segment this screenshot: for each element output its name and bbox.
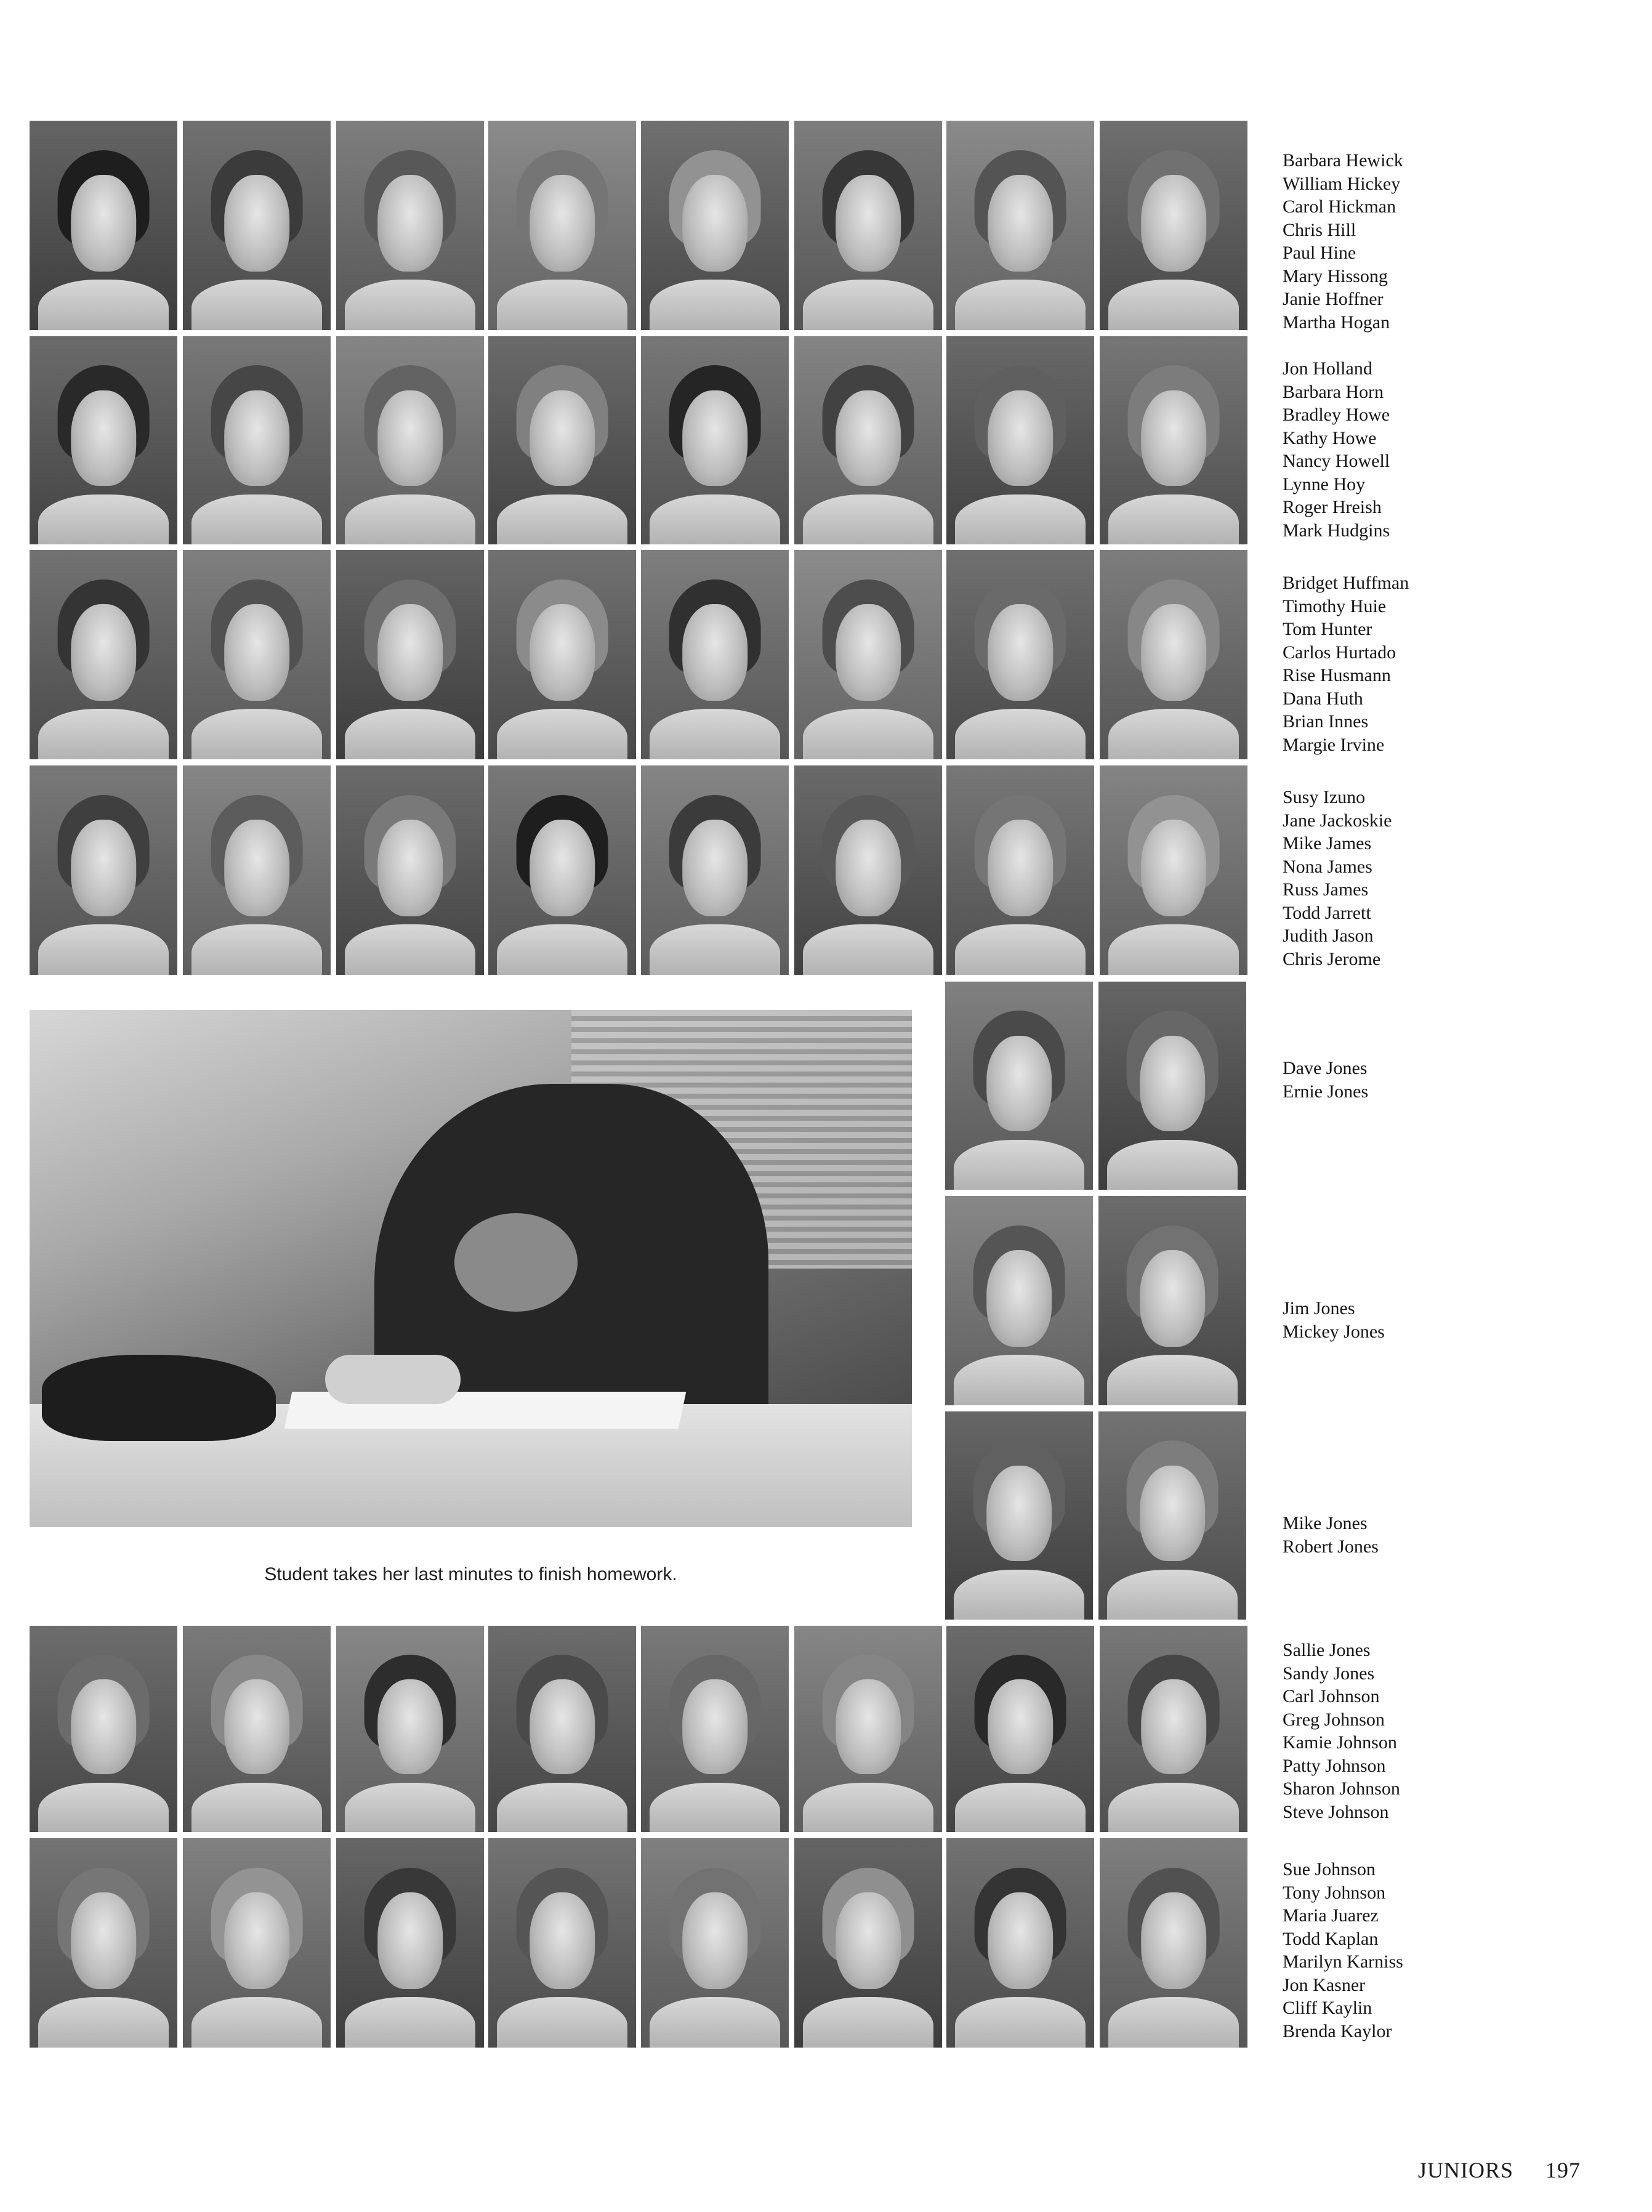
student-name: Mark Hudgins	[1283, 520, 1390, 541]
portrait-face	[377, 390, 443, 486]
portrait-photo	[30, 1626, 177, 1832]
student-name: Jon Holland	[1283, 358, 1372, 379]
portrait-shoulders	[345, 1997, 475, 2048]
student-name: Sharon Johnson	[1283, 1778, 1400, 1799]
portrait-photo	[488, 550, 636, 759]
portrait-shoulders	[650, 280, 780, 330]
student-name: Judith Jason	[1283, 926, 1374, 946]
portrait-face	[530, 1679, 595, 1774]
student-name: Janie Hoffner	[1283, 289, 1384, 309]
student-name: Paul Hine	[1283, 243, 1356, 263]
portrait-face	[224, 604, 289, 700]
portrait-face	[530, 390, 595, 486]
portrait-shoulders	[191, 709, 321, 759]
portrait-shoulders	[191, 494, 321, 544]
student-name: William Hickey	[1283, 173, 1401, 194]
portrait-shoulders	[650, 709, 780, 759]
name-list	[1283, 357, 1390, 542]
portrait-face	[71, 390, 136, 486]
portrait-shoulders	[1108, 494, 1238, 544]
portrait-photo	[641, 121, 789, 330]
portrait-photo	[183, 336, 331, 544]
student-name: Maria Juarez	[1283, 1905, 1379, 1926]
portrait-face	[1141, 1679, 1206, 1774]
student-face	[454, 1213, 578, 1312]
portrait-face	[682, 1679, 747, 1774]
name-list	[1283, 149, 1403, 334]
portrait-photo	[641, 1838, 789, 2048]
portrait-photo	[1100, 1838, 1247, 2048]
portrait-photo	[488, 121, 636, 330]
student-name: Rise Husmann	[1283, 665, 1391, 685]
student-name: Barbara Hewick	[1283, 150, 1403, 171]
student-name: Bradley Howe	[1283, 405, 1390, 425]
portrait-photo	[488, 336, 636, 544]
portrait-shoulders	[954, 1570, 1084, 1620]
name-list	[1283, 1639, 1400, 1823]
portrait-photo	[183, 1838, 331, 2048]
portrait-shoulders	[497, 924, 627, 975]
portrait-photo	[946, 121, 1094, 330]
portrait-shoulders	[1108, 1783, 1238, 1832]
portrait-shoulders	[803, 709, 933, 759]
portrait-face	[988, 390, 1053, 486]
student-name: Patty Johnson	[1283, 1755, 1386, 1776]
name-list	[1283, 1297, 1385, 1343]
portrait-face	[377, 1892, 443, 1988]
portrait-shoulders	[1107, 1355, 1237, 1405]
portrait-shoulders	[1108, 1997, 1238, 2048]
student-name: Mary Hissong	[1283, 265, 1388, 286]
student-name: Brenda Kaylor	[1283, 2020, 1392, 2041]
portrait-face	[377, 820, 443, 916]
portrait-face	[836, 390, 901, 486]
portrait-shoulders	[38, 280, 168, 330]
student-name: Nancy Howell	[1283, 451, 1390, 471]
portrait-photo	[488, 1838, 636, 2048]
portrait-shoulders	[345, 494, 475, 544]
portrait-face	[986, 1036, 1052, 1131]
student-name: Jon Kasner	[1283, 1974, 1366, 1995]
portrait-photo	[1098, 1196, 1246, 1405]
portrait-photo	[336, 1626, 484, 1832]
portrait-face	[530, 1892, 595, 1988]
portrait-face	[1141, 1892, 1206, 1988]
portrait-photo	[1098, 1411, 1246, 1620]
portrait-shoulders	[955, 1783, 1085, 1832]
student-name: Tom Hunter	[1283, 619, 1372, 639]
portrait-shoulders	[38, 1783, 168, 1832]
portrait-shoulders	[191, 1783, 321, 1832]
portrait-face	[530, 820, 595, 916]
student-name: Margie Irvine	[1283, 734, 1385, 755]
student-name: Mike James	[1283, 833, 1372, 854]
student-name: Marilyn Karniss	[1283, 1952, 1403, 1972]
portrait-photo	[1100, 765, 1247, 975]
portrait-face	[682, 1892, 747, 1988]
portrait-photo	[946, 336, 1094, 544]
portrait-photo	[1100, 336, 1247, 544]
portrait-face	[682, 604, 747, 700]
portrait-shoulders	[38, 494, 168, 544]
portrait-shoulders	[1108, 924, 1238, 975]
portrait-face	[988, 1679, 1053, 1774]
portrait-photo	[946, 1838, 1094, 2048]
portrait-photo	[1100, 550, 1247, 759]
student-name: Susy Izuno	[1283, 787, 1366, 807]
portrait-shoulders	[803, 494, 933, 544]
portrait-shoulders	[497, 280, 627, 330]
portrait-shoulders	[191, 280, 321, 330]
portrait-face	[682, 820, 747, 916]
portrait-face	[836, 1892, 901, 1988]
student-name: Bridget Huffman	[1283, 573, 1409, 593]
portrait-photo	[183, 765, 331, 975]
student-name: Jim Jones	[1283, 1298, 1355, 1318]
portrait-face	[836, 820, 901, 916]
student-name: Sue Johnson	[1283, 1859, 1376, 1879]
student-name: Mickey Jones	[1283, 1321, 1385, 1342]
portrait-face	[1140, 1036, 1205, 1131]
photo-caption: Student takes her last minutes to finish homework.	[264, 1564, 677, 1584]
portrait-photo	[183, 550, 331, 759]
portrait-photo	[336, 121, 484, 330]
portrait-photo	[946, 1626, 1094, 1832]
page-footer	[1418, 2157, 1581, 2183]
portrait-face	[377, 175, 443, 271]
portrait-shoulders	[803, 1783, 933, 1832]
portrait-shoulders	[345, 1783, 475, 1832]
portrait-face	[1141, 175, 1206, 271]
portrait-shoulders	[38, 1997, 168, 2048]
student-name: Brian Innes	[1283, 711, 1369, 732]
name-list	[1283, 786, 1392, 971]
portrait-shoulders	[803, 280, 933, 330]
portrait-shoulders	[345, 709, 475, 759]
student-name: Dave Jones	[1283, 1058, 1368, 1078]
portrait-face	[682, 175, 747, 271]
portrait-shoulders	[954, 1140, 1084, 1190]
portrait-shoulders	[497, 1997, 627, 2048]
portrait-shoulders	[803, 1997, 933, 2048]
portrait-photo	[30, 1838, 177, 2048]
portrait-face	[224, 390, 289, 486]
portrait-shoulders	[650, 1997, 780, 2048]
student-name: Roger Hreish	[1283, 497, 1382, 517]
portrait-shoulders	[191, 924, 321, 975]
portrait-shoulders	[955, 280, 1085, 330]
writing-arm	[325, 1355, 461, 1404]
name-list	[1283, 571, 1409, 756]
portrait-shoulders	[345, 924, 475, 975]
portrait-photo	[794, 765, 942, 975]
student-name: Tony Johnson	[1283, 1882, 1386, 1903]
portrait-shoulders	[955, 709, 1085, 759]
portrait-shoulders	[497, 1783, 627, 1832]
portrait-photo	[794, 336, 942, 544]
portrait-photo	[945, 982, 1093, 1190]
portrait-face	[988, 1892, 1053, 1988]
portrait-shoulders	[1108, 280, 1238, 330]
page-number: 197	[1545, 2158, 1581, 2182]
name-list	[1283, 1057, 1368, 1103]
portrait-face	[986, 1466, 1052, 1561]
portrait-face	[1140, 1250, 1205, 1346]
portrait-face	[682, 390, 747, 486]
portrait-face	[224, 820, 289, 916]
portrait-face	[71, 175, 136, 271]
portrait-photo	[1098, 982, 1246, 1190]
portrait-photo	[336, 336, 484, 544]
portrait-face	[224, 1679, 289, 1774]
portrait-photo	[336, 1838, 484, 2048]
portrait-photo	[641, 765, 789, 975]
portrait-shoulders	[955, 494, 1085, 544]
portrait-face	[836, 175, 901, 271]
student-name: Todd Jarrett	[1283, 902, 1371, 923]
portrait-face	[1141, 820, 1206, 916]
portrait-shoulders	[497, 709, 627, 759]
portrait-face	[71, 1892, 136, 1988]
student-name: Russ James	[1283, 879, 1369, 900]
portrait-face	[836, 1679, 901, 1774]
portrait-face	[71, 820, 136, 916]
portrait-face	[988, 604, 1053, 700]
portrait-shoulders	[650, 924, 780, 975]
portrait-photo	[794, 1626, 942, 1832]
student-name: Todd Kaplan	[1283, 1928, 1379, 1949]
portrait-face	[377, 604, 443, 700]
portrait-photo	[336, 550, 484, 759]
portrait-photo	[30, 550, 177, 759]
portrait-face	[224, 175, 289, 271]
portrait-face	[1141, 604, 1206, 700]
portrait-face	[986, 1250, 1052, 1346]
portrait-photo	[945, 1411, 1093, 1620]
portrait-shoulders	[345, 280, 475, 330]
portrait-face	[71, 1679, 136, 1774]
student-name: Chris Hill	[1283, 219, 1356, 240]
portrait-shoulders	[191, 1997, 321, 2048]
portrait-face	[224, 1892, 289, 1988]
student-name: Lynne Hoy	[1283, 474, 1366, 494]
portrait-face	[71, 604, 136, 700]
portrait-photo	[488, 765, 636, 975]
portrait-shoulders	[650, 1783, 780, 1832]
student-name: Kamie Johnson	[1283, 1732, 1397, 1753]
portrait-shoulders	[803, 924, 933, 975]
portrait-shoulders	[955, 1997, 1085, 2048]
student-name: Robert Jones	[1283, 1536, 1379, 1557]
portrait-photo	[641, 550, 789, 759]
portrait-photo	[641, 336, 789, 544]
portrait-face	[1141, 390, 1206, 486]
student-name: Barbara Horn	[1283, 381, 1384, 402]
portrait-photo	[30, 336, 177, 544]
student-name: Ernie Jones	[1283, 1081, 1369, 1102]
portrait-photo	[336, 765, 484, 975]
portrait-face	[988, 175, 1053, 271]
student-name: Mike Jones	[1283, 1513, 1368, 1533]
portrait-shoulders	[954, 1355, 1084, 1405]
portrait-shoulders	[1108, 709, 1238, 759]
student-name: Steve Johnson	[1283, 1801, 1389, 1822]
portrait-photo	[488, 1626, 636, 1832]
portrait-photo	[794, 121, 942, 330]
portrait-face	[1140, 1466, 1205, 1561]
portrait-photo	[794, 550, 942, 759]
section-title: JUNIORS	[1417, 2158, 1513, 2182]
portrait-face	[988, 820, 1053, 916]
portrait-face	[836, 604, 901, 700]
student-name: Carlos Hurtado	[1283, 642, 1396, 663]
portrait-shoulders	[38, 924, 168, 975]
student-name: Cliff Kaylin	[1283, 1998, 1372, 2018]
portrait-photo	[183, 1626, 331, 1832]
portrait-photo	[946, 550, 1094, 759]
name-list	[1283, 1858, 1403, 2043]
portrait-photo	[1100, 1626, 1247, 1832]
student-name: Jane Jackoskie	[1283, 810, 1392, 831]
portrait-shoulders	[38, 709, 168, 759]
student-name: Carol Hickman	[1283, 196, 1396, 217]
portrait-photo	[946, 765, 1094, 975]
student-name: Nona James	[1283, 856, 1372, 877]
student-name: Greg Johnson	[1283, 1709, 1385, 1730]
student-name: Martha Hogan	[1283, 312, 1390, 333]
portrait-shoulders	[650, 494, 780, 544]
portrait-shoulders	[955, 924, 1085, 975]
student-name: Kathy Howe	[1283, 427, 1377, 448]
name-list	[1283, 1512, 1379, 1558]
student-name: Sallie Jones	[1283, 1640, 1371, 1660]
portrait-photo	[945, 1196, 1093, 1405]
portrait-photo	[1100, 121, 1247, 330]
portrait-shoulders	[1107, 1140, 1237, 1190]
bag	[42, 1355, 276, 1441]
portrait-photo	[183, 121, 331, 330]
student-name: Chris Jerome	[1283, 948, 1381, 969]
candid-photo	[30, 1010, 912, 1527]
portrait-face	[530, 175, 595, 271]
portrait-photo	[30, 765, 177, 975]
portrait-face	[530, 604, 595, 700]
portrait-photo	[30, 121, 177, 330]
student-name: Timothy Huie	[1283, 595, 1387, 616]
portrait-photo	[641, 1626, 789, 1832]
portrait-shoulders	[1107, 1570, 1237, 1620]
student-name: Sandy Jones	[1283, 1663, 1375, 1684]
student-name: Carl Johnson	[1283, 1686, 1380, 1706]
student-name: Dana Huth	[1283, 688, 1363, 709]
portrait-shoulders	[497, 494, 627, 544]
portrait-photo	[794, 1838, 942, 2048]
portrait-face	[377, 1679, 443, 1774]
